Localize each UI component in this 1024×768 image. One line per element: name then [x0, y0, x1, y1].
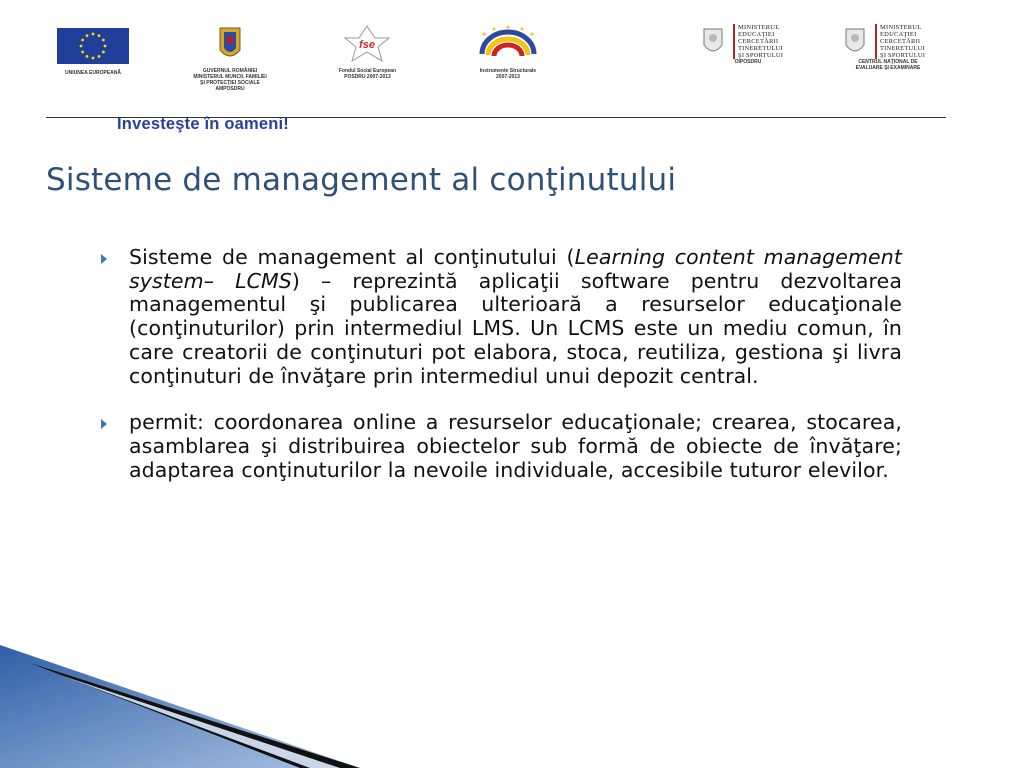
gov-caption: GUVERNUL ROMÂNIEI MINISTERUL MUNCII, FAMILIEI ŞI PROTECŢIEI SOCIALE AMPOSDRU: [193, 68, 267, 92]
ministry-logo-cnee: [838, 24, 938, 71]
bullet-arrow-icon: [101, 419, 107, 429]
corner-decoration: [0, 645, 360, 768]
slogan: Investeşte în oameni!: [117, 115, 290, 133]
structural-instruments-icon: [468, 24, 548, 64]
eu-flag-icon: [55, 26, 131, 66]
ministry-logo-oiposdru: [696, 24, 800, 65]
cnee-caption: CENTRUL NAŢIONAL DE EVALUARE ŞI EXAMINARE: [855, 59, 921, 71]
bullet-italic-term: Learning content management system– LCMS: [129, 245, 902, 293]
slide-title: Sisteme de management al conţinutului: [46, 162, 677, 198]
fse-caption: Fondul Social European POSDRU 2007-2013: [338, 68, 397, 80]
bullet-body: permit: coordonarea online a resurselor educaţionale; crearea, stocarea, asamblarea şi distribuirea obiectelor sub formă de obiecte de învăţare; adaptarea conţinuturilor la nevoile individuale, accesibile tuturor elevilor.: [129, 410, 902, 482]
structural-instruments-logo: [468, 24, 548, 80]
is-caption: Instrumente Structurale 2007-2013: [479, 68, 537, 80]
oiposdru-caption: OIPOSDRU: [734, 59, 762, 65]
bullet-item: [100, 246, 902, 388]
bullet-term: Sisteme de management al conţinutului: [129, 245, 557, 269]
eu-caption: UNIUNEA EUROPEANĂ: [65, 70, 121, 76]
ministry-crest-icon: [696, 25, 730, 59]
bullet-list: [100, 246, 902, 482]
fse-mark: fse: [359, 39, 375, 51]
bullet-paren: (: [556, 245, 575, 269]
romanian-government-logo: [180, 24, 280, 92]
ministry-crest-icon: [838, 25, 872, 59]
coat-of-arms-icon: [180, 24, 280, 64]
ministry-name: MINISTERUL EDUCAŢIEI CERCETĂRII TINERETULUI ŞI SPORTULUI: [875, 24, 925, 59]
bullet-body: ) – reprezintă aplicaţii software pentru dezvoltarea managementul şi publicarea ulterioară a resurselor educaţionale (conţinuturilor) prin intermediul LMS. Un LCMS este un mediu comun, în care creatorii de conţinuturi pot elabora, stoca, reutiliza, gestiona şi livra conţinuturi de învăţare prin intermediul unui depozit central.: [129, 268, 902, 388]
ministry-name: MINISTERUL EDUCAŢIEI CERCETĂRII TINERETULUI ŞI SPORTULUI: [733, 24, 783, 59]
fse-logo: [325, 24, 410, 80]
bullet-item: [100, 411, 902, 482]
bullet-arrow-icon: [101, 254, 107, 264]
fse-star-icon: [325, 24, 410, 64]
eu-logo: [55, 26, 131, 76]
